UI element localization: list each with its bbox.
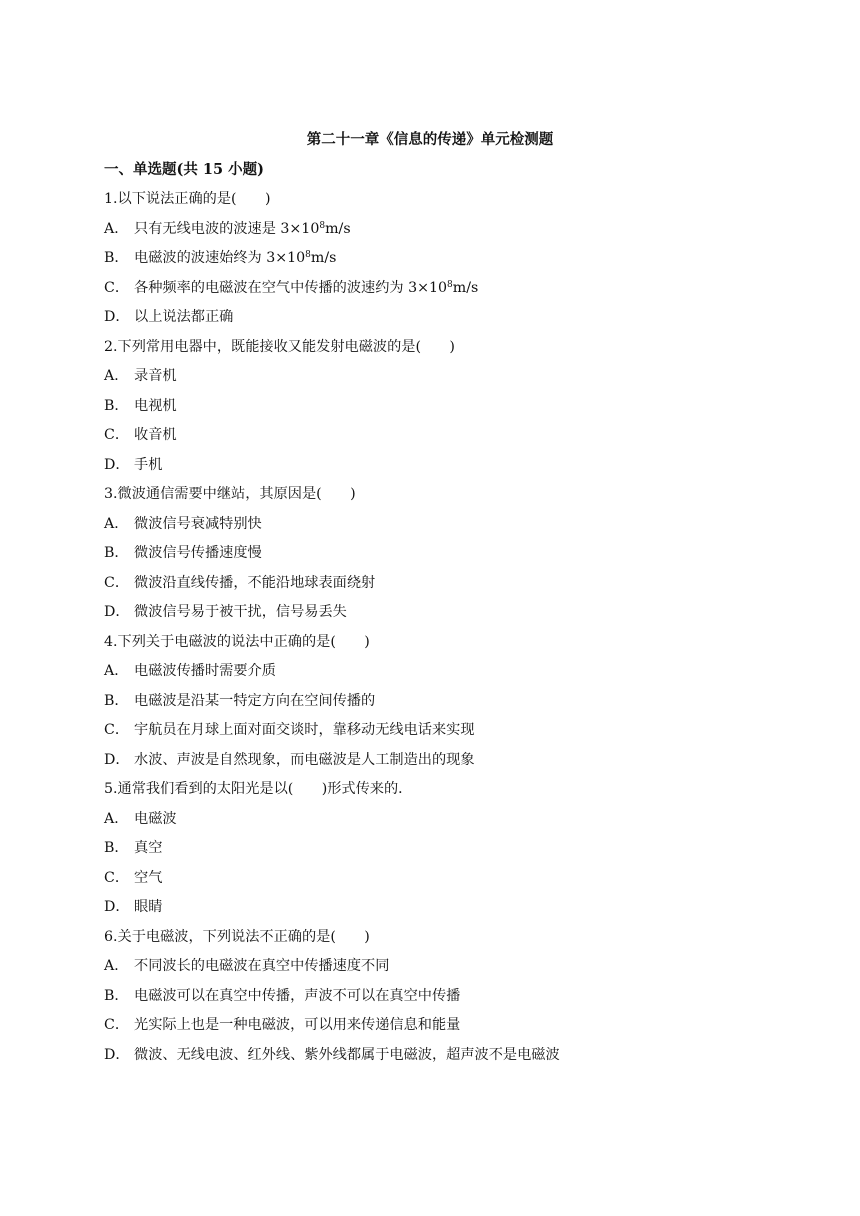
question-stem: 4.下列关于电磁波的说法中正确的是( ): [104, 633, 370, 650]
option-key: C．: [104, 1017, 130, 1033]
answer-option: [104, 307, 754, 337]
option-key: D．: [104, 899, 130, 915]
option-exponent: 8: [305, 250, 311, 260]
option-text: 不同波长的电磁波在真空中传播速度不同: [134, 958, 390, 974]
answer-option: [104, 661, 754, 691]
answer-option: [104, 425, 754, 455]
option-text: 微波沿直线传播，不能沿地球表面绕射: [134, 574, 376, 591]
answer-option: [104, 573, 754, 603]
option-text: 各种频率的电磁波在空气中传播的波速约为 3×10: [134, 279, 448, 296]
option-text: 光实际上也是一种电磁波，可以用来传递信息和能量: [134, 1017, 461, 1033]
option-key: D．: [104, 456, 130, 473]
option-text: 电磁波可以在真空中传播，声波不可以在真空中传播: [134, 987, 461, 1004]
option-key: C．: [104, 574, 130, 591]
option-text: 手机: [134, 456, 163, 473]
option-text: 电磁波的波速始终为 3×10: [134, 250, 306, 266]
option-text: 微波信号传播速度慢: [134, 545, 262, 561]
answer-option: [104, 809, 754, 839]
option-text: 微波、无线电波、红外线、紫外线都属于电磁波，超声波不是电磁波: [134, 1046, 560, 1063]
option-key: A．: [104, 368, 129, 384]
option-text: 以上说法都正确: [134, 309, 234, 325]
answer-option: [104, 691, 754, 721]
option-unit: m/s: [325, 220, 351, 237]
option-key: D．: [104, 604, 130, 620]
option-text: 空气: [134, 869, 163, 886]
option-key: C．: [104, 279, 130, 296]
answer-option: [104, 750, 754, 780]
option-unit: m/s: [310, 250, 337, 266]
answer-option: [104, 602, 754, 632]
question-stem: 6.关于电磁波，下列说法不正确的是( ): [104, 928, 370, 945]
answer-option: [104, 366, 754, 396]
option-key: A．: [104, 810, 129, 827]
option-text: 电视机: [134, 397, 177, 414]
option-key: D．: [104, 309, 130, 325]
question-stem: 1.以下说法正确的是( ): [104, 191, 271, 207]
option-text: 眼睛: [134, 899, 163, 915]
answer-option: [104, 838, 754, 868]
answer-option: [104, 396, 754, 426]
option-key: C．: [104, 869, 130, 886]
option-text: 只有无线电波的波速是 3×10: [134, 220, 320, 237]
option-text: 微波信号衰减特别快: [134, 515, 262, 532]
option-key: B．: [104, 840, 129, 856]
option-text: 微波信号易于被干扰，信号易丢失: [134, 604, 347, 620]
option-key: B．: [104, 250, 129, 266]
option-text: 收音机: [134, 427, 177, 443]
option-key: A．: [104, 515, 129, 532]
option-unit: m/s: [452, 279, 479, 296]
option-text: 电磁波传播时需要介质: [134, 663, 276, 679]
option-key: A．: [104, 958, 129, 974]
question-stem: 5.通常我们看到的太阳光是以( )形式传来的．: [104, 781, 413, 797]
answer-option: [104, 248, 754, 278]
option-key: B．: [104, 987, 129, 1004]
answer-option: [104, 543, 754, 573]
answer-option: [104, 868, 754, 898]
answer-option: [104, 278, 754, 308]
option-key: C．: [104, 427, 130, 443]
answer-option: [104, 455, 754, 485]
option-key: A．: [104, 220, 129, 237]
option-text: 电磁波: [134, 810, 177, 827]
option-exponent: 8: [447, 279, 453, 290]
option-key: C．: [104, 722, 130, 738]
answer-option: [104, 219, 754, 249]
question-stem: 3.微波通信需要中继站，其原因是( ): [104, 486, 356, 502]
option-text: 真空: [134, 840, 163, 856]
answer-option: [104, 956, 754, 986]
option-text: 宇航员在月球上面对面交谈时，靠移动无线电话来实现: [134, 722, 475, 738]
question-stem: 2.下列常用电器中，既能接收又能发射电磁波的是( ): [104, 338, 455, 355]
option-key: D．: [104, 751, 130, 768]
section-heading: 一、单选题(共 15 小题): [104, 161, 264, 178]
answer-option: [104, 1015, 754, 1045]
page-title: 第二十一章《信息的传递》单元检测题: [306, 131, 554, 148]
option-key: A．: [104, 663, 129, 679]
answer-option: [104, 986, 754, 1016]
option-text: 电磁波是沿某一特定方向在空间传播的: [134, 692, 376, 709]
answer-option: [104, 897, 754, 927]
answer-option: [104, 1045, 754, 1075]
option-key: B．: [104, 692, 129, 709]
option-key: D．: [104, 1046, 130, 1063]
option-text: 录音机: [134, 368, 177, 384]
option-text: 水波、声波是自然现象，而电磁波是人工制造出的现象: [134, 751, 475, 768]
question-list: [104, 189, 754, 1074]
answer-option: [104, 514, 754, 544]
option-key: B．: [104, 397, 129, 414]
option-key: B．: [104, 545, 129, 561]
answer-option: [104, 720, 754, 750]
option-exponent: 8: [319, 220, 326, 231]
